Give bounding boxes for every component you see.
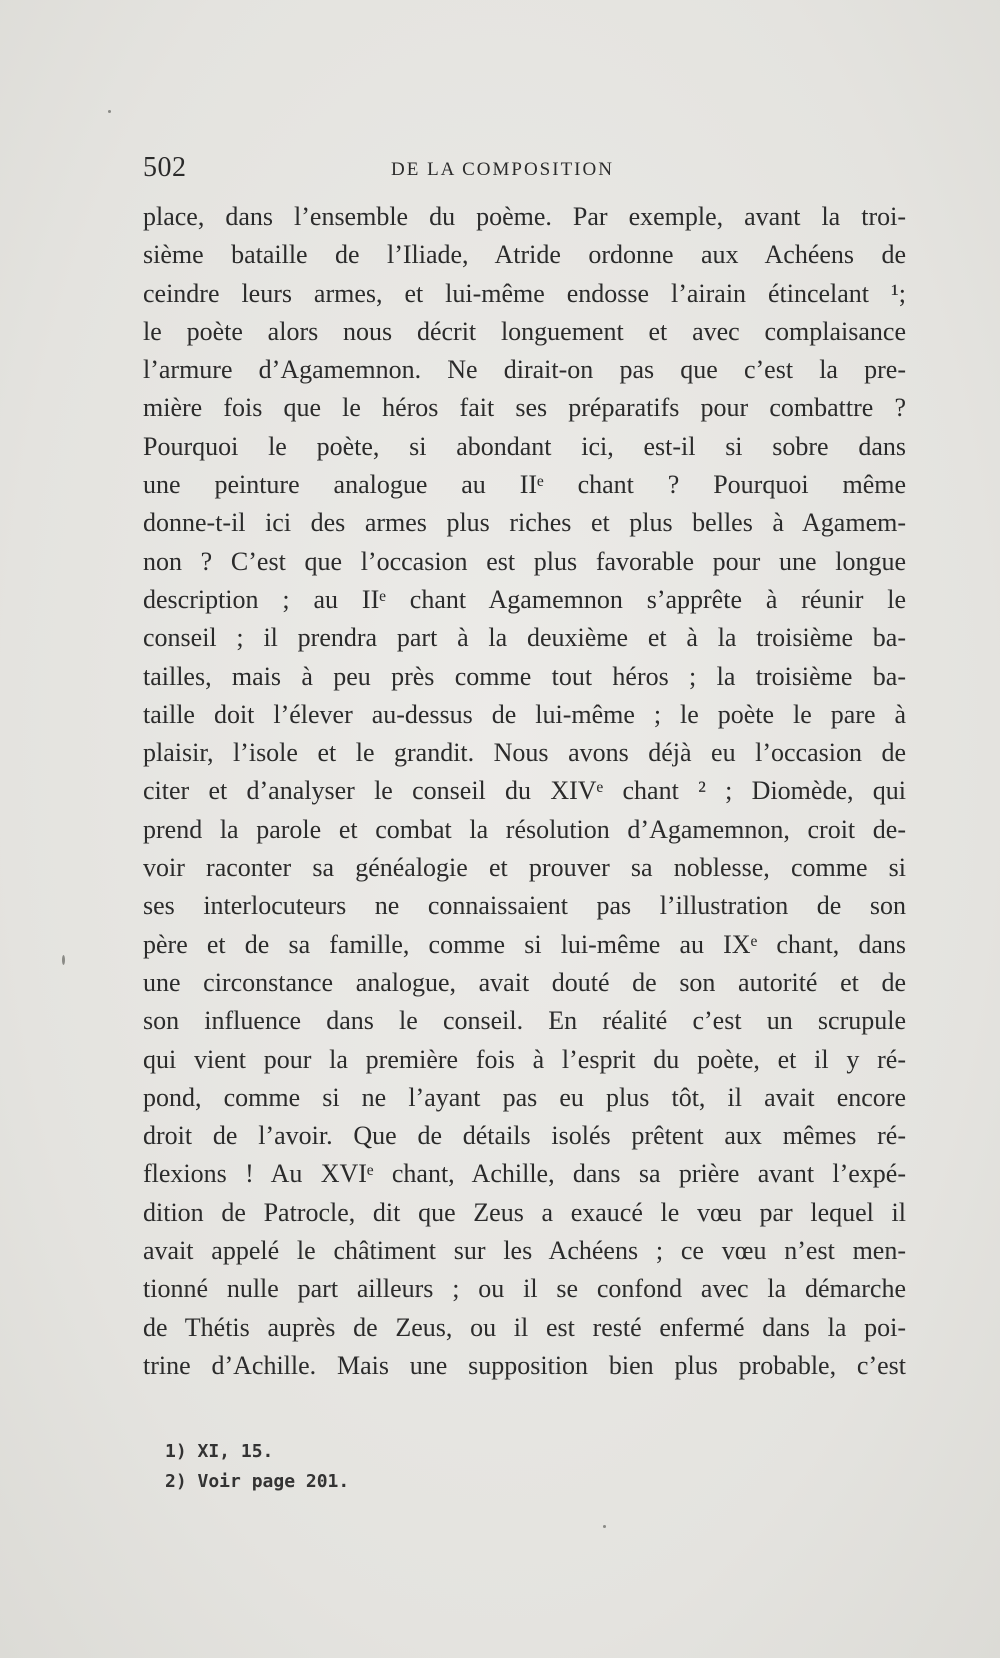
text-line: droit de l’avoir. Que de détails isolés prêtent aux mêmes ré- [143,1121,906,1151]
text-line: prend la parole et combat la résolution d’Agamemnon, croit de- [143,814,906,844]
text-line: une circonstance analogue, avait douté de son autorité et de [143,967,906,997]
text-line: dition de Patrocle, dit que Zeus a exaucé le vœu par lequel il [143,1197,906,1227]
text-line: avait appelé le châtiment sur les Achéens ; ce vœu n’est men- [143,1236,906,1266]
text-line: conseil ; il prendra part à la deuxième et à la troisième ba- [143,623,906,653]
footnote: 1) XI, 15. [165,1441,274,1462]
footnote: 2) Voir page 201. [165,1471,350,1492]
text-line: le poète alors nous décrit longuement et avec complaisance [143,316,906,346]
page-header [143,152,913,192]
text-line: son influence dans le conseil. En réalité c’est un scrupule [143,1006,906,1036]
text-line: trine d’Achille. Mais une supposition bien plus probable, c’est [143,1350,906,1380]
text-line: une peinture analogue au IIᵉ chant ? Pourquoi même [143,470,906,500]
body-paragraph [143,198,906,1385]
page-number: 502 [143,152,187,183]
footnotes [165,1437,765,1497]
running-title: DE LA COMPOSITION [391,159,614,180]
paper-speck [62,955,65,965]
text-line: donne-t-il ici des armes plus riches et plus belles à Agamem- [143,508,906,538]
text-line: ses interlocuteurs ne connaissaient pas l’illustration de son [143,891,906,921]
text-line: qui vient pour la première fois à l’esprit du poète, et il y ré- [143,1044,906,1074]
text-line: mière fois que le héros fait ses préparatifs pour combattre ? [143,393,906,423]
text-line: non ? C’est que l’occasion est plus favorable pour une longue [143,546,906,576]
text-line: citer et d’analyser le conseil du XIVᵉ chant ² ; Diomède, qui [143,776,906,806]
text-line: sième bataille de l’Iliade, Atride ordonne aux Achéens de [143,240,906,270]
text-line: pond, comme si ne l’ayant pas eu plus tôt, il avait encore [143,1082,906,1112]
text-line: place, dans l’ensemble du poème. Par exemple, avant la troi- [143,202,906,231]
text-line: l’armure d’Agamemnon. Ne dirait-on pas que c’est la pre- [143,355,906,385]
text-line: taille doit l’élever au-dessus de lui-même ; le poète le pare à [143,699,906,729]
text-line: Pourquoi le poète, si abondant ici, est-il si sobre dans [143,431,906,461]
text-line: ceindre leurs armes, et lui-même endosse l’airain étincelant ¹; [143,278,906,308]
text-line: tionné nulle part ailleurs ; ou il se confond avec la démarche [143,1274,906,1304]
text-line: de Thétis auprès de Zeus, ou il est resté enfermé dans la poi- [143,1312,906,1342]
text-line: voir raconter sa généalogie et prouver sa noblesse, comme si [143,853,906,883]
text-line: description ; au IIᵉ chant Agamemnon s’apprête à réunir le [143,584,906,614]
paper-speck [603,1525,606,1528]
text-line: père et de sa famille, comme si lui-même au IXᵉ chant, dans [143,929,906,959]
text-line: tailles, mais à peu près comme tout héros ; la troisième ba- [143,661,906,691]
text-line: plaisir, l’isole et le grandit. Nous avons déjà eu l’occasion de [143,738,906,768]
paper-speck [108,110,111,113]
text-line: flexions ! Au XVIᵉ chant, Achille, dans sa prière avant l’expé- [143,1159,906,1189]
